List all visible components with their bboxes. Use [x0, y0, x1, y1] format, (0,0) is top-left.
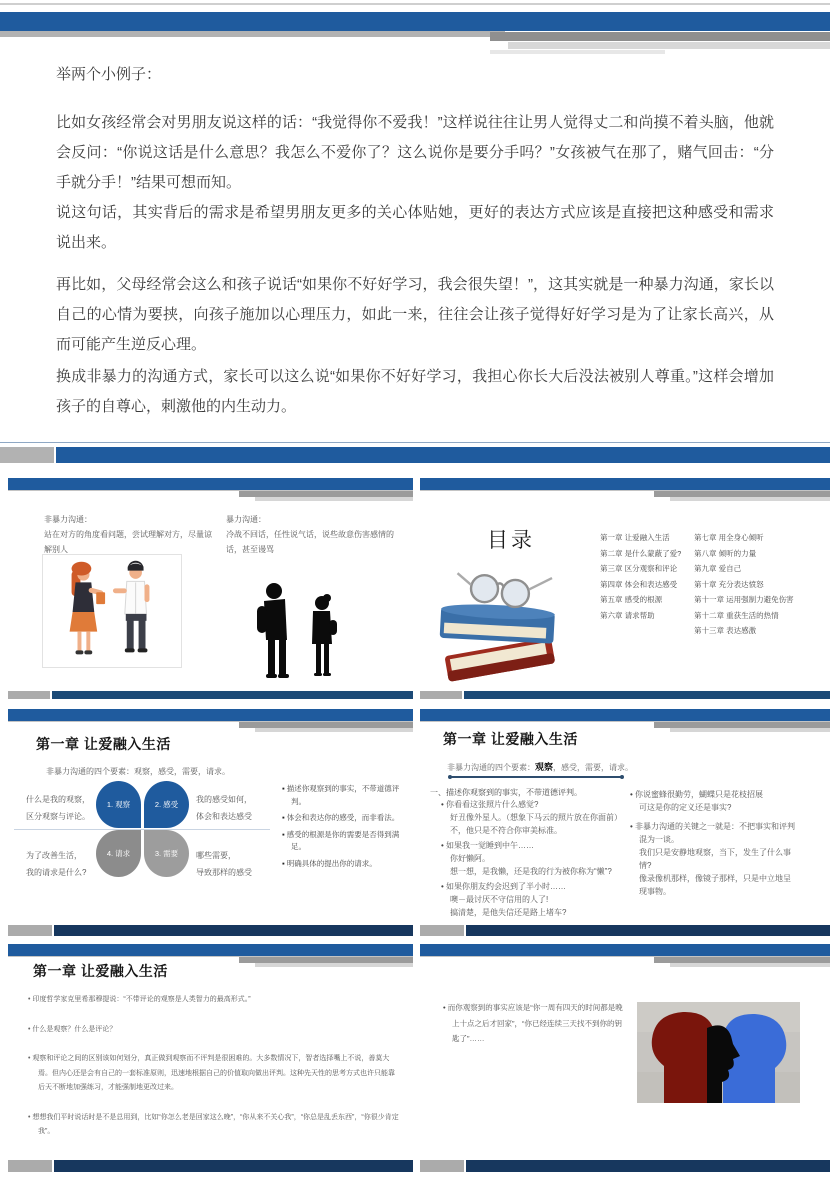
slide6-title: 第一章 让爱融入生活 [33, 963, 168, 979]
slide5-footer-bar [420, 925, 830, 936]
caption-request: 为了改善生活， 我的请求是什么? [26, 851, 87, 877]
slide1-header-gray-stack-2 [508, 42, 830, 49]
toc-item: 第九章 爱自己 [694, 564, 742, 573]
slide1-header-gray-stack-3 [490, 50, 665, 54]
slide1-footer-line [0, 442, 830, 443]
slide1-footer-gray-square [0, 447, 54, 463]
toc-item: 第十章 充分表达愤怒 [694, 579, 764, 589]
couple-talking-illustration [42, 554, 182, 668]
toc-item: 第五章 感受的根源 [600, 595, 663, 604]
toc-title: 目录 [487, 528, 535, 552]
slide4-header-bar [8, 709, 413, 733]
slide1-intro: 举两个小例子： [56, 66, 162, 83]
diagram-divider-line [14, 829, 270, 830]
slide6-bullet-list [28, 993, 400, 1155]
toc-column-2 [694, 530, 794, 639]
bullet-item: ▪ 体会和表达你的感受，而非看法。 [282, 812, 410, 825]
slide4-subtitle: 非暴力沟通的四个要素：观察，感受，需要，请求。 [46, 767, 230, 776]
bullet-item: • 印度哲学家克里希那穆提说：“不带评论的观察是人类智力的最高形式。” [28, 993, 400, 1008]
heads-profile-icon [637, 1002, 800, 1103]
bullet-item: • 想想我们平时说话时是不是总用到，比如“你怎么老是回家这么晚”，“你从来不关心我”，“你总是乱丢东西”，“你很少肯定我”。 [28, 1111, 400, 1140]
bullet-group: • 你看看这张照片什么感觉? 好丑像外星人。（想象下马云的照片放在你面前） 不，他只是不符合你审美标准。 [441, 798, 623, 837]
petal-need: 3. 需要 [144, 830, 189, 877]
bullet-group: • 如果我一觉睡到中午…… 你好懒阿。 想一想，是我懒，还是我的行为被你称为“懒”? [441, 839, 623, 878]
vc-title: 暴力沟通： [226, 515, 266, 524]
caption-feel: 我的感受如何， 体会和表达感受 [196, 795, 252, 821]
bullet-item: ▪ 感受的根源是你的需要是否得到满足。 [282, 829, 410, 854]
slide4-title: 第一章 让爱融入生活 [36, 736, 171, 752]
slide4-footer-bar [8, 925, 413, 936]
toc-item: 第二章 是什么蒙蔽了爱? [600, 548, 682, 558]
toc-item: 第七章 用全身心倾听 [694, 533, 764, 542]
bullet-item: ▪ 明确具体的提出你的请求。 [282, 858, 410, 871]
subtitle-emphasis: 观察 [535, 762, 554, 772]
slide1-paragraph-1: 比如女孩经常会对男朋友说这样的话：“我觉得你不爱我！”这样说往往让男人觉得丈二和尚摸不着头脑，他就会反问：“你说这话是什么意思？我怎么不爱你了？这么说你是要分手吗？”女孩被气在那了，赌气回击：“分手就分手！”结果可想而知。 [56, 114, 774, 191]
couple-silhouette-icon [240, 578, 355, 683]
toc-item: 第十一章 运用强制力避免伤害 [694, 595, 794, 604]
caption-observe: 什么是我的观察， 区分观察与评论。 [26, 795, 90, 821]
toc-item: 第十二章 重获生活的热情 [694, 610, 779, 620]
nvc-title: 非暴力沟通： [44, 515, 92, 524]
slide3-header-bar [420, 478, 830, 502]
subtitle-underline [450, 776, 622, 778]
slide1-header-gray-bar [0, 31, 505, 37]
slide5-left-column [441, 798, 623, 921]
bullet-item: ▪ 描述你观察到的事实，不带道德评判。 [282, 783, 410, 808]
toc-item: 第十三章 表达感激 [694, 626, 757, 635]
slide2-footer-bar [8, 691, 413, 699]
bullet-group: • 非暴力沟通的关键之一就是：不把事实和评判混为一谈。 我们只是安静地观察，当下，发生了什么事情? 像录像机那样，像镜子那样，只是中立地呈现事物。 [630, 820, 796, 898]
caption-need: 哪些需要， 导致那样的感受 [196, 851, 252, 877]
slide2-header-bar [8, 478, 413, 502]
slide3-footer-bar [420, 691, 830, 699]
bullet-item: • 观察和评论之间的区别该如何划分，真正做到观察而不评判是很困难的。大多数情况下，智者选择嘴上不说，善莫大焉。但内心还是会有自己的一套标准原则，迅速地根据自己的价值取向做出评判。这种先天性的思考方式也许只能靠后天不断地加强练习，才能强制地更改过来。 [28, 1052, 400, 1096]
vc-column [226, 512, 404, 557]
bullet-group: • 你说蜜蜂很勤劳，蝴蝶只是花枝招展 可这是你的定义还是事实? [630, 788, 796, 814]
slide1-paragraph-2: 说这句话，其实背后的需求是希望男朋友更多的关心体贴她，更好的表达方式应该是直接把这种感受和需求说出来。 [56, 204, 774, 251]
slide1-header-blue-bar [0, 12, 830, 31]
top-thin-line [0, 3, 830, 5]
toc-item: 第三章 区分观察和评论 [600, 564, 678, 573]
slide7-header-bar [420, 944, 830, 968]
toc-column-1 [600, 530, 681, 623]
slide6-footer-bar [8, 1160, 413, 1172]
nvc-desc: 站在对方的角度看问题，尝试理解对方，尽量谅解别人 [44, 530, 212, 554]
slide7-footer-bar [420, 1160, 830, 1172]
toc-item: 第八章 倾听的力量 [694, 548, 757, 558]
slide1-header-gray-stack-1 [490, 32, 830, 41]
slide5-right-column [630, 788, 796, 904]
vc-desc: 冷战不回话，任性说气话，说些故意伤害感情的话，甚至谩骂 [226, 530, 394, 554]
bullet-item: • 什么是观察？什么是评论？ [28, 1023, 400, 1038]
slide5-title: 第一章 让爱融入生活 [443, 731, 578, 747]
slide7-bullet: • 而你观察到的事实应该是“你一周有四天的时间都是晚上十点之后才回家”，“你已经连续三天找不到你的钥匙了”…… [443, 1000, 624, 1047]
slide1-paragraph-3: 再比如，父母经常会这么和孩子说话“如果你不好好学习，我会很失望！”，这其实就是一种暴力沟通，家长以自己的心情为要挟，向孩子施加以心理压力，如此一来，往往会让孩子觉得好好学习是为了让家长高兴，从而可能产生逆反心理。 [56, 276, 774, 353]
petal-feel: 2. 感受 [144, 781, 189, 828]
toc-item: 第六章 请求帮助 [600, 610, 655, 620]
slide5-subtitle: 非暴力沟通的四个要素：观察，感受，需要，请求。 [447, 762, 634, 772]
books-glasses-icon [426, 552, 571, 687]
slide1-paragraph-4: 换成非暴力的沟通方式，家长可以这么说“如果你不好好学习，我担心你长大后没法被别人尊重。”这样会增加孩子的自尊心，刺激他的内生动力。 [56, 368, 774, 415]
petal-request: 4. 请求 [96, 830, 141, 877]
slide5-heading: 一、描述你观察到的事实，不带道德评判。 [430, 788, 582, 797]
slide4-bullet-list [282, 783, 410, 874]
couple-talking-icon [43, 555, 179, 665]
toc-item: 第四章 体会和表达感受 [600, 579, 678, 589]
toc-item: 第一章 让爱融入生活 [600, 533, 670, 542]
bullet-group: • 如果你朋友约会迟到了半小时…… 噢－最讨厌不守信用的人了! 搞清楚，是他失信还是路上堵车? [441, 880, 623, 919]
nvc-column [44, 512, 214, 557]
petal-observe: 1. 观察 [96, 781, 141, 828]
slide1-footer-blue-bar [56, 447, 830, 463]
heads-profile-image [637, 1002, 800, 1103]
